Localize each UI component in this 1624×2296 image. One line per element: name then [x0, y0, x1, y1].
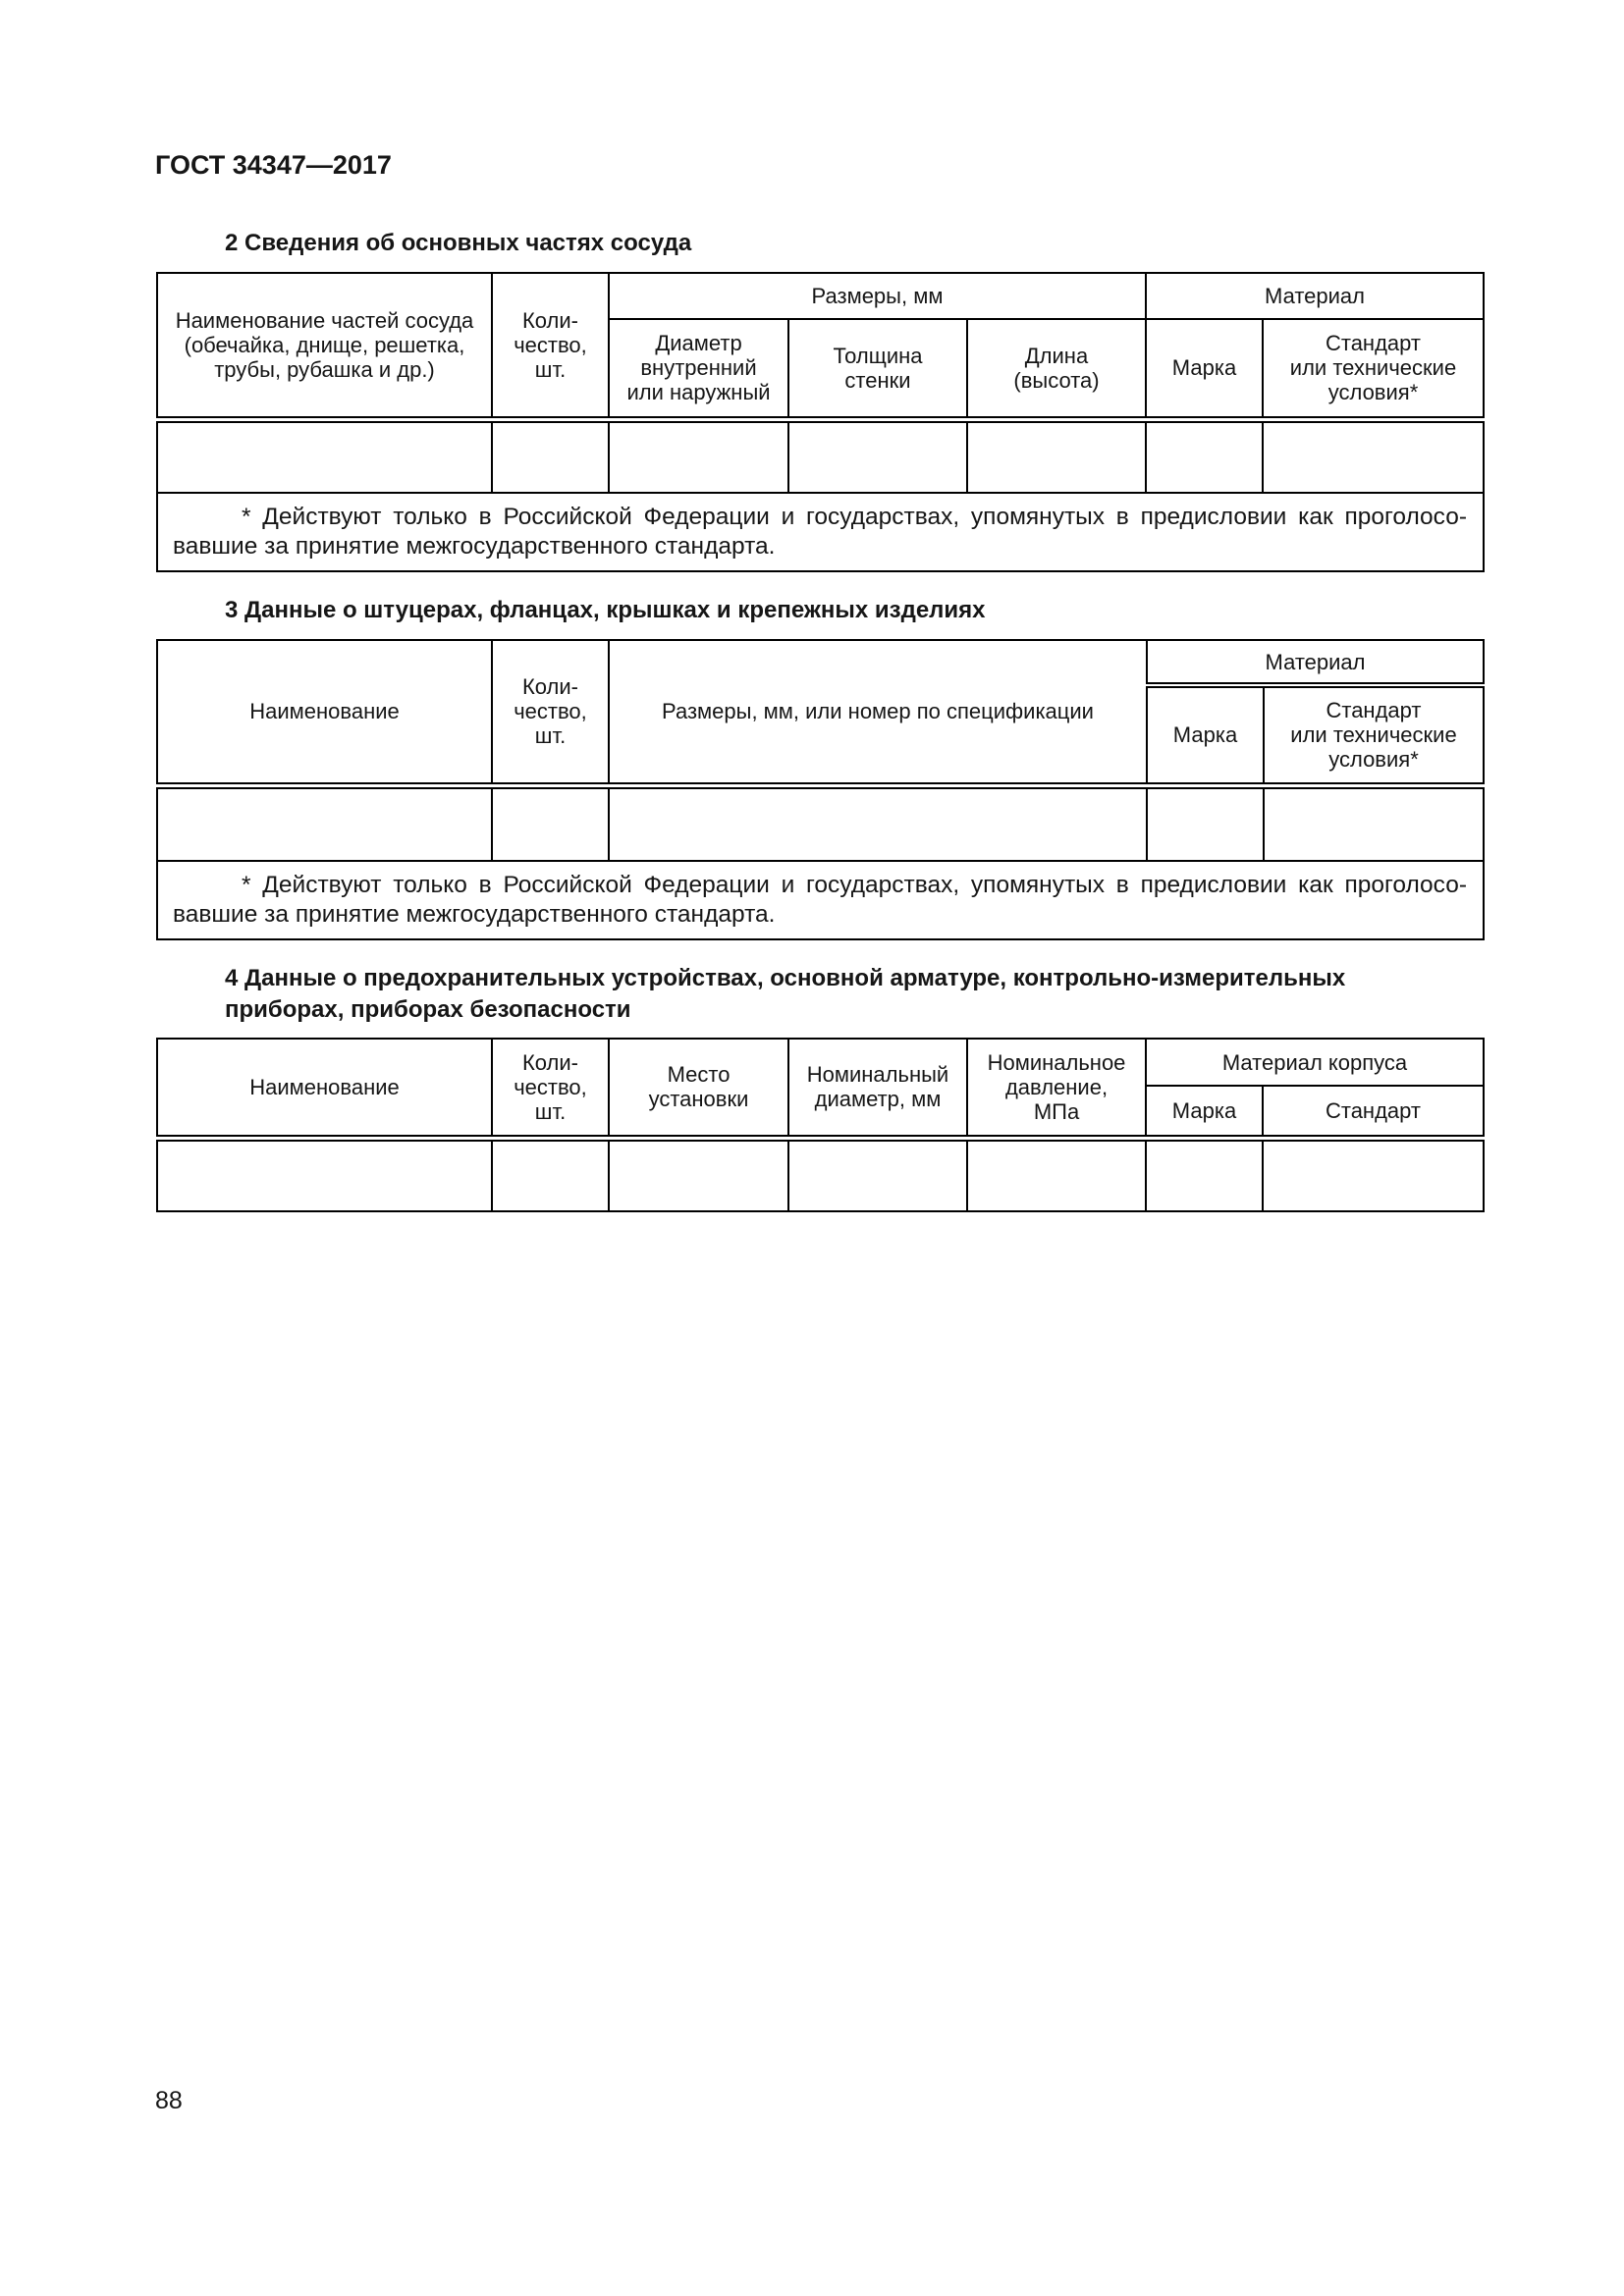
footnote — [157, 493, 1484, 571]
header-line: чество, — [514, 332, 587, 357]
section-3-title: 3 Данные о штуцерах, фланцах, крышках и крепежных изделиях — [225, 597, 986, 623]
empty-cell — [157, 1138, 492, 1211]
fittings-table — [156, 639, 1485, 940]
col-header-length — [967, 319, 1146, 419]
footnote-line: вавшие за принятие межгосударственного стандарта. — [173, 533, 776, 560]
header-line: шт. — [534, 1098, 567, 1124]
header-line: давление, — [1004, 1074, 1109, 1099]
col-header-grade: Марка — [1147, 685, 1264, 785]
header-line: Стандарт — [1326, 698, 1422, 723]
header-line: Стандарт — [1325, 331, 1421, 356]
empty-cell — [609, 785, 1147, 861]
title-line: приборах, приборах безопасности — [225, 995, 631, 1023]
col-header-quantity — [492, 640, 609, 785]
empty-cell — [967, 1138, 1146, 1211]
col-header-name: Наименование — [157, 640, 492, 785]
col-header-body-material: Материал корпуса — [1146, 1039, 1484, 1086]
header-line: условия* — [1327, 380, 1419, 405]
col-header-place — [609, 1039, 788, 1138]
header-line: МПа — [1033, 1098, 1080, 1124]
col-header-nominal-pressure — [967, 1039, 1146, 1138]
header-line: чество, — [514, 1074, 587, 1099]
footnote-line: вавшие за принятие межгосударственного стандарта. — [173, 901, 776, 928]
col-header-name: Наименование — [157, 1039, 492, 1138]
col-header-material: Материал — [1146, 273, 1484, 319]
header-line: Диаметр — [655, 331, 742, 356]
header-line: Коли- — [521, 1049, 579, 1075]
header-line: Номинальное — [987, 1049, 1126, 1075]
empty-cell — [788, 1138, 967, 1211]
running-head: ГОСТ 34347—2017 — [155, 150, 392, 180]
header-line: или технические — [1289, 355, 1457, 381]
empty-cell — [967, 419, 1146, 493]
empty-cell — [609, 1138, 788, 1211]
empty-cell — [1263, 419, 1484, 493]
empty-cell — [1264, 785, 1484, 861]
footnote-line: * Действуют только в Российской Федерации и государствах, упомянутых в предисловии как проголосо- — [242, 504, 1467, 530]
header-line: чество, — [514, 699, 587, 724]
col-header-grade: Марка — [1146, 319, 1263, 419]
col-header-sizes: Размеры, мм — [609, 273, 1146, 319]
footnote — [157, 861, 1484, 939]
title-line: 4 Данные о предохранительных устройствах, основной арматуре, контрольно-измерительных — [225, 965, 1346, 991]
header-line: шт. — [534, 723, 567, 749]
header-row — [157, 640, 1484, 685]
vessel-parts-table — [156, 272, 1485, 572]
safety-devices-table — [156, 1038, 1485, 1212]
empty-cell — [157, 419, 492, 493]
header-line: шт. — [534, 356, 567, 382]
header-line: или технические — [1290, 722, 1457, 748]
header-line: Номинальный — [806, 1062, 949, 1088]
header-line: (высота) — [1013, 367, 1100, 393]
empty-cell — [1263, 1138, 1484, 1211]
table-row — [157, 785, 1484, 861]
header-line: трубы, рубашка и др.) — [214, 356, 435, 382]
footnote-row — [157, 493, 1484, 571]
header-line: Коли- — [521, 307, 579, 333]
header-line: (обечайка, днище, решетка, — [184, 332, 465, 357]
header-row — [157, 273, 1484, 319]
col-header-sizes: Размеры, мм, или номер по спецификации — [609, 640, 1147, 785]
page-number: 88 — [155, 2087, 183, 2114]
header-line: Длина — [1024, 343, 1089, 368]
col-header-material: Материал — [1147, 640, 1484, 685]
header-line: диаметр, мм — [814, 1087, 942, 1112]
col-header-quantity — [492, 273, 609, 419]
col-header-grade: Марка — [1146, 1086, 1263, 1138]
section-4-title — [225, 963, 1345, 1025]
header-line: установки — [648, 1087, 749, 1112]
empty-cell — [492, 1138, 609, 1211]
col-header-standard — [1263, 319, 1484, 419]
header-line: Коли- — [521, 674, 579, 700]
empty-cell — [492, 785, 609, 861]
col-header-part-name — [157, 273, 492, 419]
col-header-thickness — [788, 319, 967, 419]
footnote-line: * Действуют только в Российской Федерации и государствах, упомянутых в предисловии как проголосо- — [242, 872, 1467, 898]
empty-cell — [157, 785, 492, 861]
col-header-standard — [1264, 685, 1484, 785]
header-line: Наименование частей сосуда — [175, 307, 474, 333]
empty-cell — [788, 419, 967, 493]
col-header-nominal-diameter — [788, 1039, 967, 1138]
section-2-title: 2 Сведения об основных частях сосуда — [225, 230, 692, 256]
table-row — [157, 419, 1484, 493]
header-line: стенки — [844, 367, 911, 393]
empty-cell — [1147, 785, 1264, 861]
col-header-quantity — [492, 1039, 609, 1138]
header-line: условия* — [1328, 747, 1419, 773]
header-line: Толщина — [833, 343, 923, 368]
col-header-diameter — [609, 319, 788, 419]
col-header-standard: Стандарт — [1263, 1086, 1484, 1138]
empty-cell — [609, 419, 788, 493]
table-row — [157, 1138, 1484, 1211]
empty-cell — [492, 419, 609, 493]
header-line: или наружный — [626, 380, 771, 405]
header-line: Место — [667, 1062, 731, 1088]
header-row — [157, 1039, 1484, 1086]
header-line: внутренний — [640, 355, 757, 381]
empty-cell — [1146, 1138, 1263, 1211]
empty-cell — [1146, 419, 1263, 493]
footnote-row — [157, 861, 1484, 939]
